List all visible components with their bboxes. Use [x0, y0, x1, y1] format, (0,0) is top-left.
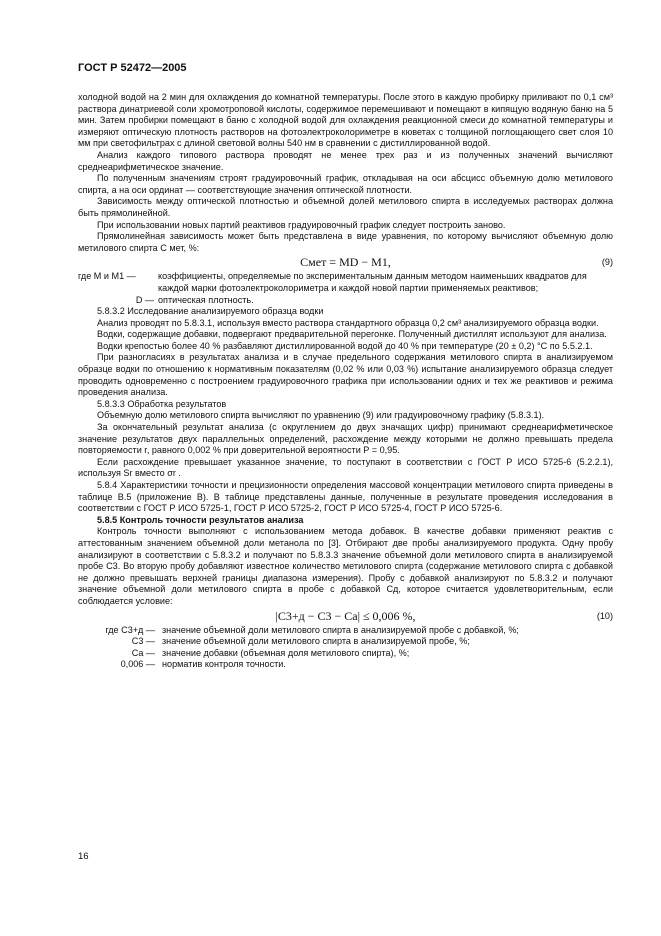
paragraph: Водки, содержащие добавки, подвергают предварительной перегонке. Полученный дистиллят используют для анализа. [97, 329, 607, 340]
document-body [78, 92, 613, 671]
subsection-heading: 5.8.3.3 Обработка результатов [97, 398, 227, 409]
where-row [78, 659, 613, 671]
where-desc: оптическая плотность. [158, 294, 254, 305]
subsection-heading: 5.8.3.2 Исследование анализируемого образца водки [97, 306, 324, 317]
paragraph: За окончательный результат анализа (с округлением до двух значащих цифр) принимают среднеарифметическое значение результатов двух параллельных определений, расхождение между которыми не должно превышать предела повторяемости r, равного 0,002 % при доверительной вероятности P = 0,95. [78, 422, 613, 456]
section-heading: 5.8.5 Контроль точности результатов анализа [97, 514, 304, 525]
paragraph: При разногласиях в результатах анализа и в случае предельного содержания метилового спирта в анализируемом образце водки по отношению к нормативным показателям (0,02 % или 0,03 %) испытание анализируемого образца следует проводить одновременно с построением градуировочного графика при использовании одних и тех же реактивов и режима проведения анализа. [78, 352, 613, 398]
paragraph: холодной водой на 2 мин для охлаждения до комнатной температуры. После этого в каждую пробирку приливают по 0,1 см³ раствора динатриевой соли хромотроповой кислоты, содержимое перемешивают и помещают в кипящую водяную баню на 5 мин. Затем пробирки помещают в баню с холодной водой для охлаждения реакционной смеси до комнатной температуры и измеряют оптическую плотность растворов на фотоэлектроколориметре в кюветах с толщиной поглощающего свет слоя 10 мм при светофильтрах с длиной световой волны 540 нм в сравнении с дистиллированной водой. [78, 92, 613, 149]
formula-expression: Cмет = MD − M1, [300, 255, 391, 270]
where-term: где M и M1 — [78, 271, 136, 282]
paragraph: Контроль точности выполняют с использованием метода добавок. В качестве добавки применяют реактив с аттестованным значением объемной доли метанола по [3]. Отбирают две пробы анализируемого продукта. Одну пробу анализируют в соответствии с 5.8.3.2 и получают по 5.8.3.3 значение объемной доли метилового спирта в анализируемой пробе C3. Во вторую пробу добавляют известное количество метилового спирта (содержание метилового спирта с добавкой не должно превышать верхней границы диапазона измерения). Пробу с добавкой анализируют по 5.8.3.2 и получают значение объемной доли метилового спирта в пробе с добавкой Cд, которое считается удовлетворительным, если соблюдается условие: [78, 526, 613, 606]
paragraph: Прямолинейная зависимость может быть представлена в виде уравнения, по которому вычисляют объемную долю метилового спирта C мет, %: [78, 231, 613, 253]
paragraph: Анализ каждого типового раствора проводят не менее трех раз и из полученных значений вычисляют среднеарифметическое значение. [78, 149, 613, 172]
paragraph: Зависимость между оптической плотностью и объемной долей метилового спирта в исследуемых растворах должна быть прямолинейной. [78, 196, 613, 218]
where-term: Cа — [131, 647, 155, 658]
where-row [78, 636, 613, 648]
page-number: 16 [78, 851, 89, 862]
where-row [78, 648, 613, 660]
where-term: где C3+д — [105, 624, 155, 635]
paragraph: Анализ проводят по 5.8.3.1, используя вместо раствора стандартного образца 0,2 см³ анализируемого образца водки. [97, 317, 599, 328]
paragraph: При использовании новых партий реактивов градуировочный график следует построить заново. [97, 219, 506, 230]
paragraph: Если расхождение превышает указанное значение, то поступают в соответствии с ГОСТ Р ИСО 5725-6 (5.2.2.1), используя Sr вместо σr . [78, 456, 613, 479]
formula-expression: |C3+д − C3 − Cа| ≤ 0,006 %, [275, 608, 416, 623]
where-desc: коэффициенты, определяемые по экспериментальным данным методом наименьших квадратов для каждой марки фотоэлектроколориметра и каждой новой партии применяемых реактивов; [158, 271, 587, 293]
where-row [78, 271, 613, 294]
document-header: ГОСТ Р 52472—2005 [78, 62, 187, 74]
formula-9 [78, 255, 613, 270]
where-desc: значение объемной доли метилового спирта в анализируемой пробе с добавкой, %; [162, 624, 519, 635]
where-term: 0,006 — [120, 659, 155, 670]
paragraph: Объемную долю метилового спирта вычисляют по уравнению (9) или градуировочному графику (5.8.3.1). [97, 410, 545, 421]
paragraph: По полученным значениям строят градуировочный график, откладывая на оси абсцисс объемную долю метилового спирта, а на оси ординат — соответствующие значения оптической плотности. [78, 173, 613, 195]
formula-number: (10) [596, 610, 613, 621]
where-desc: значение добавки (объемная доля метилового спирта), %; [162, 647, 410, 658]
paragraph: 5.8.4 Характеристики точности и прецизионности определения массовой концентрации метилового спирта приведены в таблице В.5 (приложение В). В таблице представлены данные, полученные в результате проведения исследования в соответствии с ГОСТ Р ИСО 5725-1, ГОСТ Р ИСО 5725-2, ГОСТ Р ИСО 5725-4, ГОСТ Р ИСО 5725-6. [78, 480, 613, 514]
formula-number: (9) [601, 257, 613, 268]
formula-10 [78, 609, 613, 624]
where-desc: значение объемной доли метилового спирта в анализируемой пробе, %; [162, 636, 470, 647]
where-row [78, 625, 613, 637]
paragraph: Водки крепостью более 40 % разбавляют дистиллированной водой до 40 % при температуре (20 ± 0,2) °С по 5.5.2.1. [97, 340, 593, 351]
where-term: C3 — [131, 636, 155, 647]
where-row [78, 295, 613, 307]
where-desc: норматив контроля точности. [162, 659, 286, 670]
where-term: D — [135, 294, 154, 305]
